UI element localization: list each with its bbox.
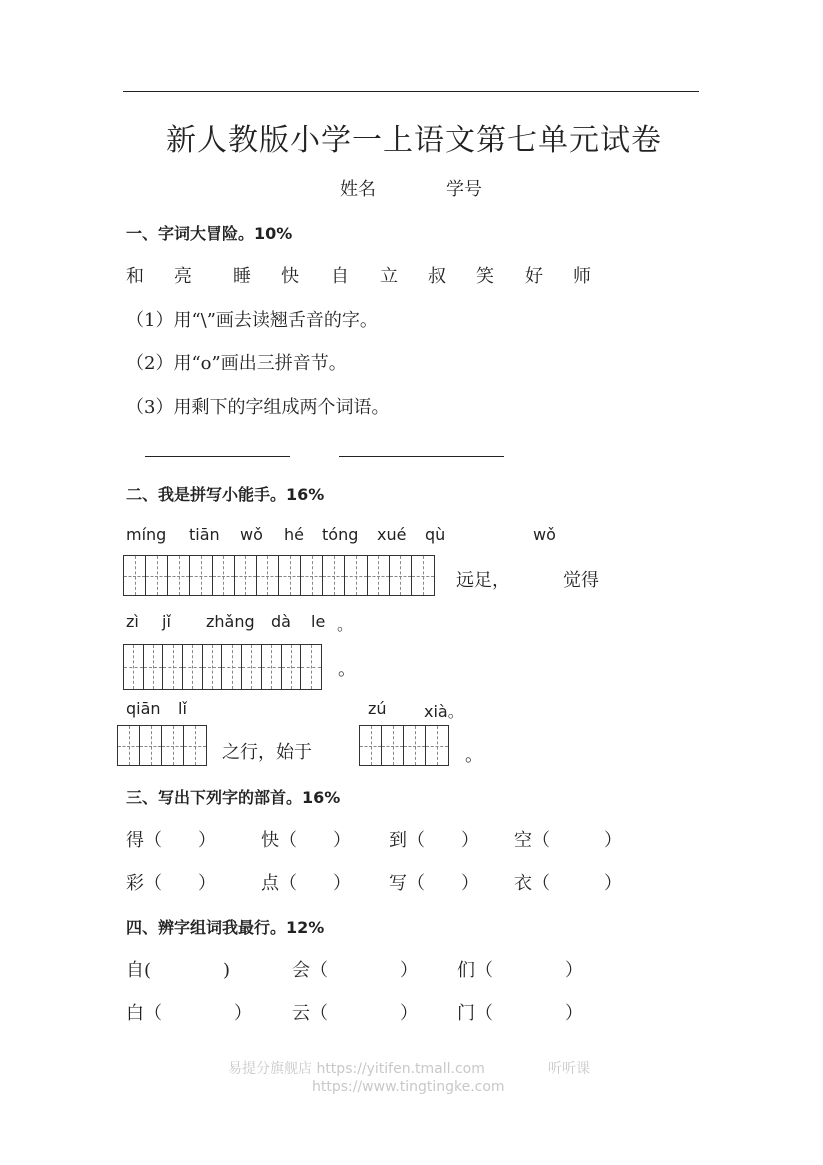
pinyin-qu: qù — [425, 525, 446, 544]
writing-grid-1[interactable] — [123, 555, 435, 596]
char-10: 师 — [573, 266, 591, 287]
pinyin-da: dà — [271, 612, 291, 631]
char-5: 自 — [331, 266, 349, 287]
writing-grid-2[interactable] — [123, 644, 322, 690]
answer-line-1[interactable] — [145, 456, 290, 457]
word-item[interactable]: 白（ ） — [126, 1003, 252, 1024]
writing-grid-3b[interactable] — [359, 725, 449, 766]
writing-grid-3a[interactable] — [117, 725, 207, 766]
char-2: 亮 — [174, 266, 192, 287]
pinyin-zi: zì — [126, 612, 139, 631]
char-4: 快 — [281, 266, 299, 287]
radical-item[interactable]: 衣（ ） — [514, 873, 622, 894]
pinyin-le: le — [311, 612, 326, 631]
radicals-row-1 — [126, 826, 622, 852]
char-3: 睡 — [233, 266, 251, 287]
radical-item[interactable]: 点（ ） — [261, 873, 351, 894]
char-1: 和 — [126, 266, 144, 287]
name-label: 姓名 — [340, 179, 376, 200]
pinyin-tian: tiān — [189, 525, 220, 544]
top-rule — [123, 91, 699, 92]
watermark-store: 易提分旗舰店 https://yitifen.tmall.com — [228, 1061, 485, 1077]
pinyin-zhang: zhǎng — [206, 612, 255, 631]
pinyin-xue: xué — [377, 525, 407, 544]
word-item[interactable]: 自( ) — [126, 960, 231, 981]
watermark-url: https://www.tingtingke.com — [312, 1079, 505, 1095]
pinyin-li: lǐ — [178, 699, 187, 718]
radical-item[interactable]: 得（ ） — [126, 830, 216, 851]
pinyin-he: hé — [284, 525, 304, 544]
radical-item[interactable]: 写（ ） — [389, 873, 479, 894]
section1-heading: 一、字词大冒险。10% — [126, 224, 293, 243]
section3-heading: 三、写出下列字的部首。16% — [126, 788, 341, 807]
char-8: 笑 — [476, 266, 494, 287]
char-6: 立 — [380, 266, 398, 287]
char-9: 好 — [525, 266, 543, 287]
word-item[interactable]: 云（ ） — [292, 1003, 418, 1024]
pinyin-wo-right: wǒ — [533, 525, 556, 544]
pinyin-wo: wǒ — [240, 525, 263, 544]
char-7: 叔 — [428, 266, 446, 287]
pinyin-qian: qiān — [126, 699, 161, 718]
answer-line-2[interactable] — [339, 456, 504, 457]
question-2: （2）用“o”画出三拼音节。 — [126, 353, 347, 374]
question-1: （1）用“\”画去读翘舌音的字。 — [126, 310, 378, 331]
pinyin-ji: jǐ — [162, 612, 171, 631]
radical-item[interactable]: 快（ ） — [261, 830, 351, 851]
radical-item[interactable]: 彩（ ） — [126, 873, 216, 894]
radicals-row-2 — [126, 869, 622, 895]
line3-end: 。 — [465, 745, 483, 766]
line3-text: 之行，始于 — [222, 742, 312, 763]
radical-item[interactable]: 空（ ） — [514, 830, 622, 851]
student-id-label: 学号 — [446, 179, 482, 200]
word-row-1 — [126, 956, 583, 982]
pinyin-ming: míng — [126, 525, 167, 544]
word-item[interactable]: 门（ ） — [457, 1003, 583, 1024]
word-item[interactable]: 们（ ） — [457, 960, 583, 981]
section2-heading: 二、我是拼写小能手。16% — [126, 485, 325, 504]
pinyin-line2-end: 。 — [337, 615, 354, 634]
word-row-2 — [126, 999, 583, 1025]
line1-text-a: 远足， — [456, 570, 510, 591]
pinyin-zu: zú — [368, 699, 387, 718]
line2-end: 。 — [338, 659, 356, 680]
section4-heading: 四、辨字组词我最行。12% — [126, 918, 325, 937]
watermark-brand: 听听课 — [548, 1061, 590, 1077]
line1-text-b: 觉得 — [563, 570, 599, 591]
radical-item[interactable]: 到（ ） — [389, 830, 479, 851]
pinyin-xia: xià。 — [424, 702, 464, 721]
page-title: 新人教版小学一上语文第七单元试卷 — [166, 123, 662, 158]
word-item[interactable]: 会（ ） — [292, 960, 418, 981]
pinyin-tong: tóng — [322, 525, 359, 544]
question-3: （3）用剩下的字组成两个词语。 — [126, 397, 390, 418]
